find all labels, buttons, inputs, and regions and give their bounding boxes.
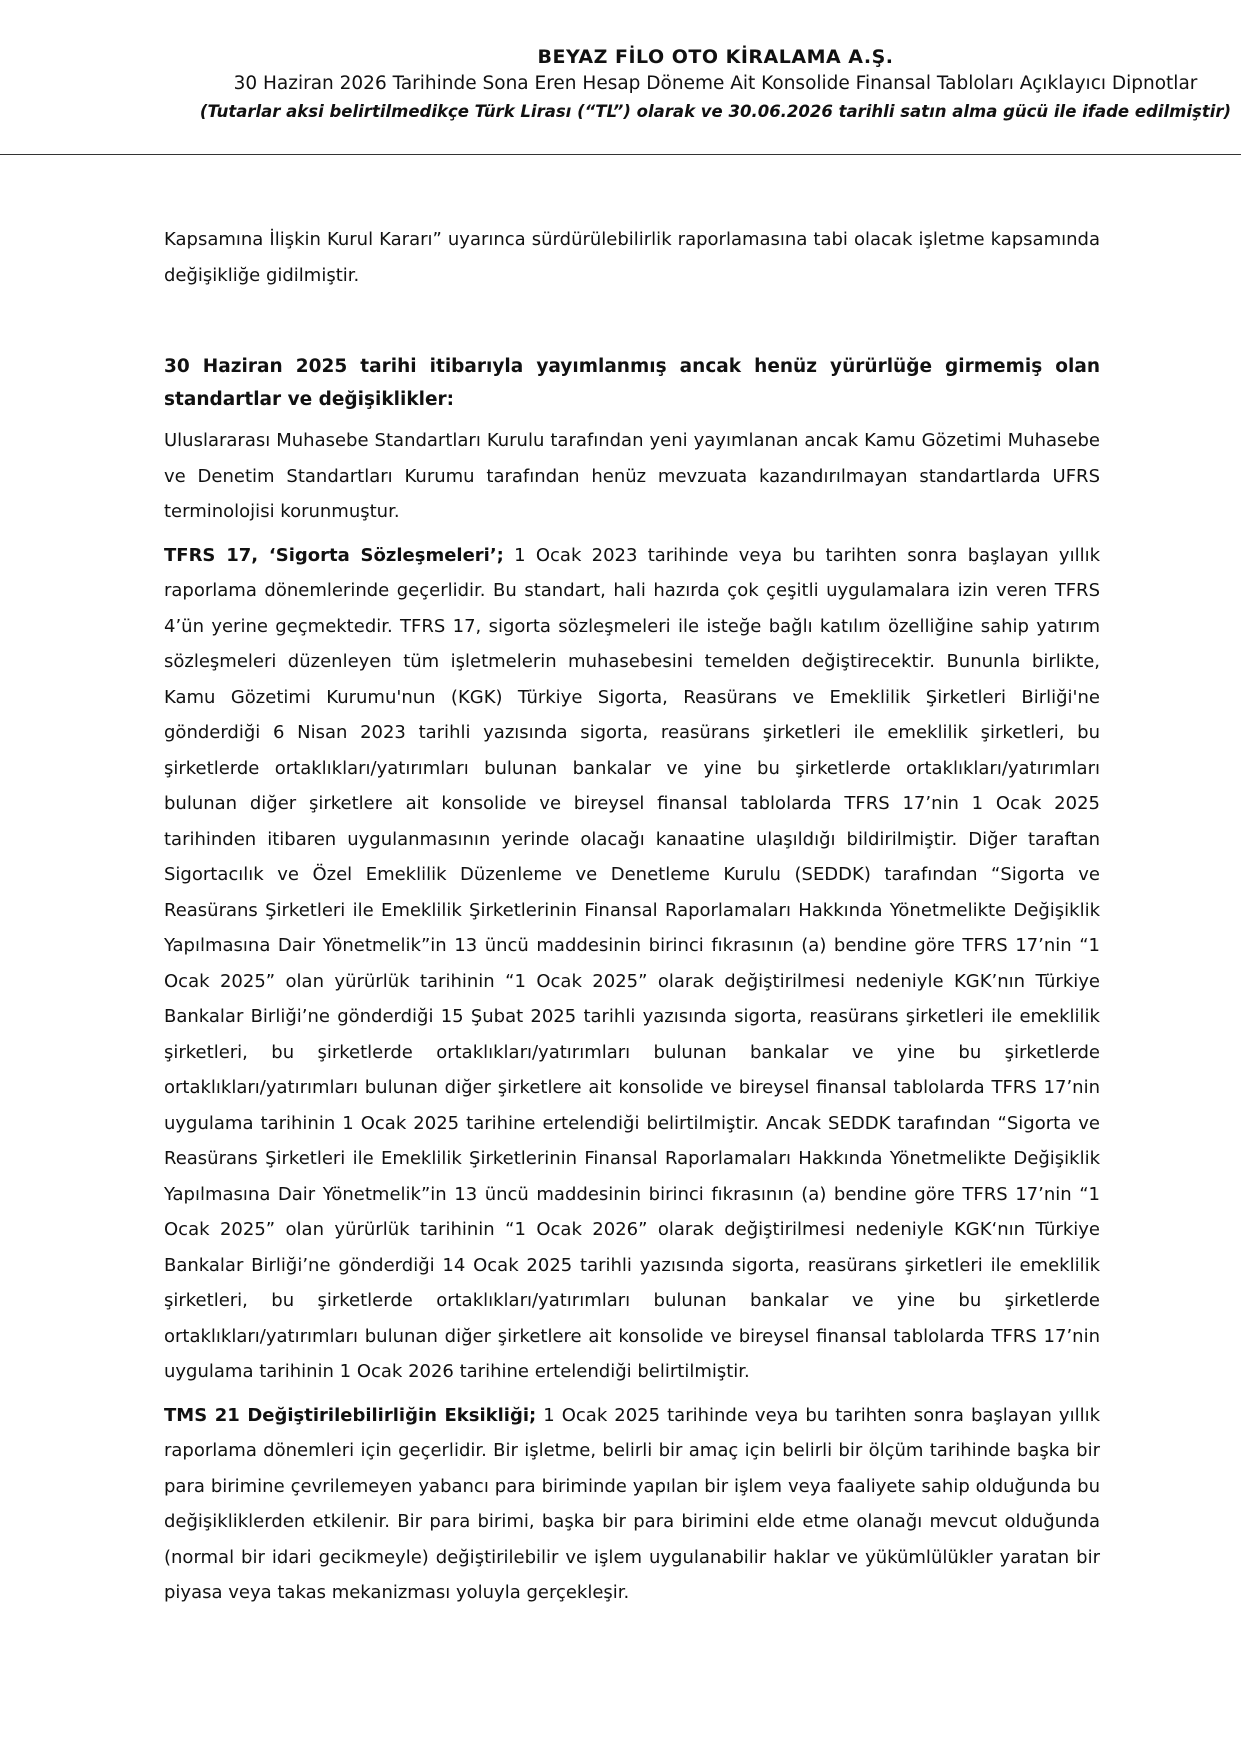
section-heading: 30 Haziran 2025 tarihi itibarıyla yayımlanmış ancak henüz yürürlüğe girmemiş olan standartlar ve değişiklikler: [164, 356, 1100, 410]
tms21-paragraph [164, 1398, 1100, 1611]
tms21-text: 1 Ocak 2025 tarihinde veya bu tarihten sonra başlayan yıllık raporlama dönemleri için geçerlidir. Bir işletme, belirli bir amaç için belirli bir ölçüm tarihinde başka bir para birimine çevrilemeyen yabancı para biriminde yapılan bir işlem veya faaliyete sahip olduğunda bu değişikliklerden etkilenir. Bir para birimi, başka bir para birimini elde etme olanağı mevcut olduğunda (normal bir idari gecikmeyle) değiştirilebilir ve işlem uygulanabilir haklar ve yükümlülükler yaratan bir piyasa veya takas mekanizması yoluyla gerçekleşir. [164, 1404, 1101, 1603]
tfrs17-lead: TFRS 17, ‘Sigorta Sözleşmeleri’; [164, 544, 504, 566]
document-body [164, 222, 1100, 1611]
header-divider [0, 154, 1241, 155]
intro-paragraph: Kapsamına İlişkin Kurul Kararı” uyarınca sürdürülebilirlik raporlamasına tabi olacak işletme kapsamında değişikliğe gidilmiştir. [164, 229, 1100, 286]
tfrs17-text: 1 Ocak 2023 tarihinde veya bu tarihten sonra başlayan yıllık raporlama dönemlerinde geçerlidir. Bu standart, hali hazırda çok çeşitli uygulamalara izin veren TFRS 4’ün yerine geçmektedir. TFRS 17, sigorta sözleşmeleri ile isteğe bağlı katılım özelliğine sahip yatırım sözleşmeleri düzenleyen tüm işletmelerin muhasebesini temelden değiştirecektir. Bununla birlikte, Kamu Gözetimi Kurumu'nun (KGK) Türkiye Sigorta, Reasürans ve Emeklilik Şirketleri Birliği'ne gönderdiği 6 Nisan 2023 tarihli yazısında sigorta, reasürans şirketleri ile emeklilik şirketleri, bu şirketlerde ortaklıkları/yatırımları bulunan bankalar ve yine bu şirketlerde ortaklıkları/yatırımları bulunan diğer şirketlere ait konsolide ve bireysel finansal tablolarda TFRS 17’nin 1 Ocak 2025 tarihinden itibaren uygulanmasının yerinde olacağı kanaatine ulaşıldığı bildirilmiştir. Diğer taraftan Sigortacılık ve Özel Emeklilik Düzenleme ve Denetleme Kurulu (SEDDK) tarafından “Sigorta ve Reasürans Şirketleri ile Emeklilik Şirketlerinin Finansal Raporlamaları Hakkında Yönetmelikte Değişiklik Yapılmasına Dair Yönetmelik”in 13 üncü maddesinin birinci fıkrasının (a) bendine göre TFRS 17’nin “1 Ocak 2025” olan yürürlük tarihinin “1 Ocak 2025” olarak değiştirilmesi nedeniyle KGK’nın Türkiye Bankalar Birliği’ne gönderdiği 15 Şubat 2025 tarihli yazısında sigorta, reasürans şirketleri ile emeklilik şirketleri, bu şirketlerde ortaklıkları/yatırımları bulunan bankalar ve yine bu şirketlerde ortaklıkları/yatırımları bulunan diğer şirketlere ait konsolide ve bireysel finansal tablolarda TFRS 17’nin uygulama tarihinin 1 Ocak 2025 tarihine ertelendiği belirtilmiştir. Ancak SEDDK tarafından “Sigorta ve Reasürans Şirketleri ile Emeklilik Şirketlerinin Finansal Raporlamaları Hakkında Yönetmelikte Değişiklik Yapılmasına Dair Yönetmelik”in 13 üncü maddesinin birinci fıkrasının (a) bendine göre TFRS 17’nin “1 Ocak 2025” olan yürürlük tarihinin “1 Ocak 2026” olarak değiştirilmesi nedeniyle KGK‘nın Türkiye Bankalar Birliği’ne gönderdiği 14 Ocak 2025 tarihli yazısında sigorta, reasürans şirketleri ile emeklilik şirketleri, bu şirketlerde ortaklıkları/yatırımları bulunan bankalar ve yine bu şirketlerde ortaklıkları/yatırımları bulunan diğer şirketlere ait konsolide ve bireysel finansal tablolarda TFRS 17’nin uygulama tarihinin 1 Ocak 2026 tarihine ertelendiği belirtilmiştir. [164, 544, 1100, 1382]
tfrs17-paragraph [164, 538, 1100, 1390]
currency-note: (Tutarlar aksi belirtilmedikçe Türk Lirası (“TL”) olarak ve 30.06.2026 tarihli satın alma gücü ile ifade edilmiştir) [199, 102, 1232, 121]
company-name: BEYAZ FİLO OTO KİRALAMA A.Ş. [537, 46, 894, 68]
section-intro-paragraph: Uluslararası Muhasebe Standartları Kurulu tarafından yeni yayımlanan ancak Kamu Gözetimi Muhasebe ve Denetim Standartları Kurumu tarafından henüz mevzuata kazandırılmayan standartlarda UFRS terminolojisi korunmuştur. [164, 430, 1100, 522]
report-subtitle: 30 Haziran 2026 Tarihinde Sona Eren Hesap Döneme Ait Konsolide Finansal Tabloları Açıklayıcı Dipnotlar [233, 73, 1198, 94]
page-header [0, 44, 1241, 126]
tms21-lead: TMS 21 Değiştirilebilirliğin Eksikliği; [164, 1404, 537, 1426]
